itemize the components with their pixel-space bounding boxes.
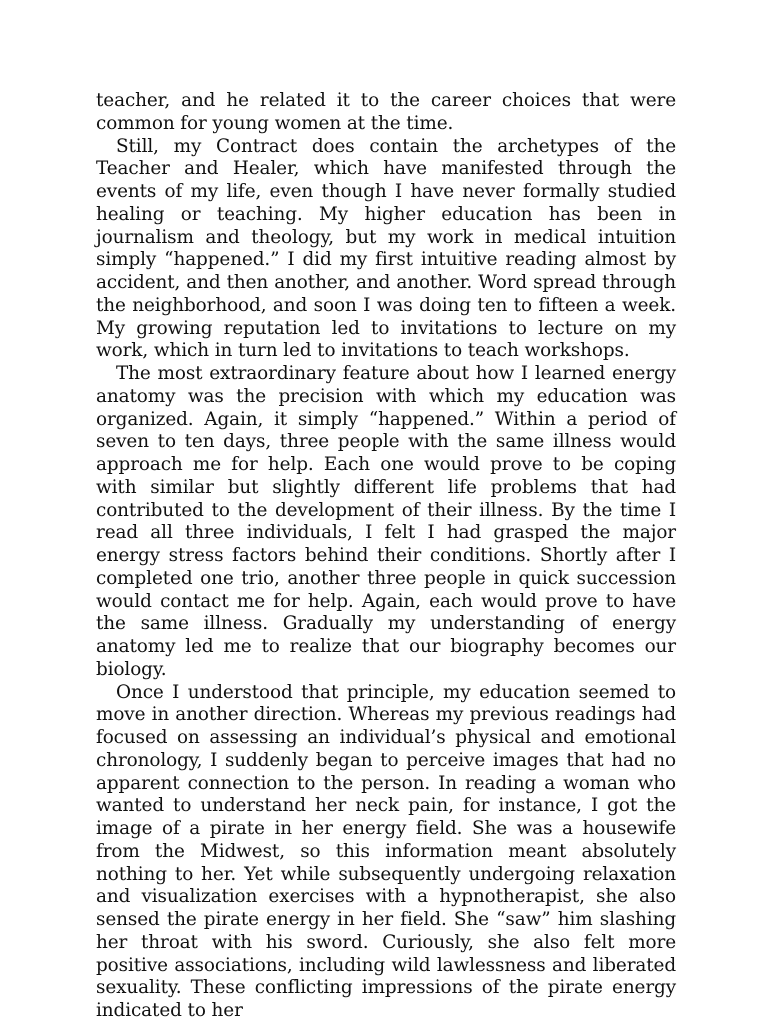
paragraph-energy-anatomy: The most extraordinary feature about how I learned energy anatomy was the precision with which my education was organized. Again, it simply “happened.” Within a period of seven to ten days, three people with the same illness would approach me for help. Each one would prove to be coping with similar but slightly different life problems that had contributed to the development of their illness. By the time I read all three individuals, I felt I had grasped the major energy stress factors behind their conditions. Shortly after I completed one trio, another three people in quick succession would contact me for help. Again, each would prove to have the same illness. Gradually my understanding of energy anatomy led me to realize that our biography becomes our biology. [96, 363, 676, 680]
paragraph-continued: teacher, and he related it to the career choices that were common for young women at the time. [96, 90, 676, 134]
page-body [96, 90, 676, 1023]
paragraph-pirate-image: Once I understood that principle, my education seemed to move in another direction. Whereas my previous readings had focused on assessing an individual’s physical and emotional chronology, I suddenly began to perceive images that had no apparent connection to the person. In reading a woman who wanted to understand her neck pain, for instance, I got the image of a pirate in her energy field. She was a housewife from the Midwest, so this information meant absolutely nothing to her. Yet while subsequently undergoing relaxation and visualization exercises with a hypnotherapist, she also sensed the pirate energy in her field. She “saw” him slashing her throat with his sword. Curiously, she also felt more positive associations, including wild lawlessness and liberated sexuality. These conflicting impressions of the pirate energy indicated to her [96, 681, 676, 1021]
paragraph-contract-archetypes: Still, my Contract does contain the archetypes of the Teacher and Healer, which have manifested through the events of my life, even though I have never formally studied healing or teaching. My higher education has been in journalism and theology, but my work in medical intuition simply “happened.” I did my first intuitive reading almost by accident, and then another, and another. Word spread through the neighborhood, and soon I was doing ten to fifteen a week. My growing reputation led to invitations to lecture on my work, which in turn led to invitations to teach workshops. [96, 135, 676, 362]
